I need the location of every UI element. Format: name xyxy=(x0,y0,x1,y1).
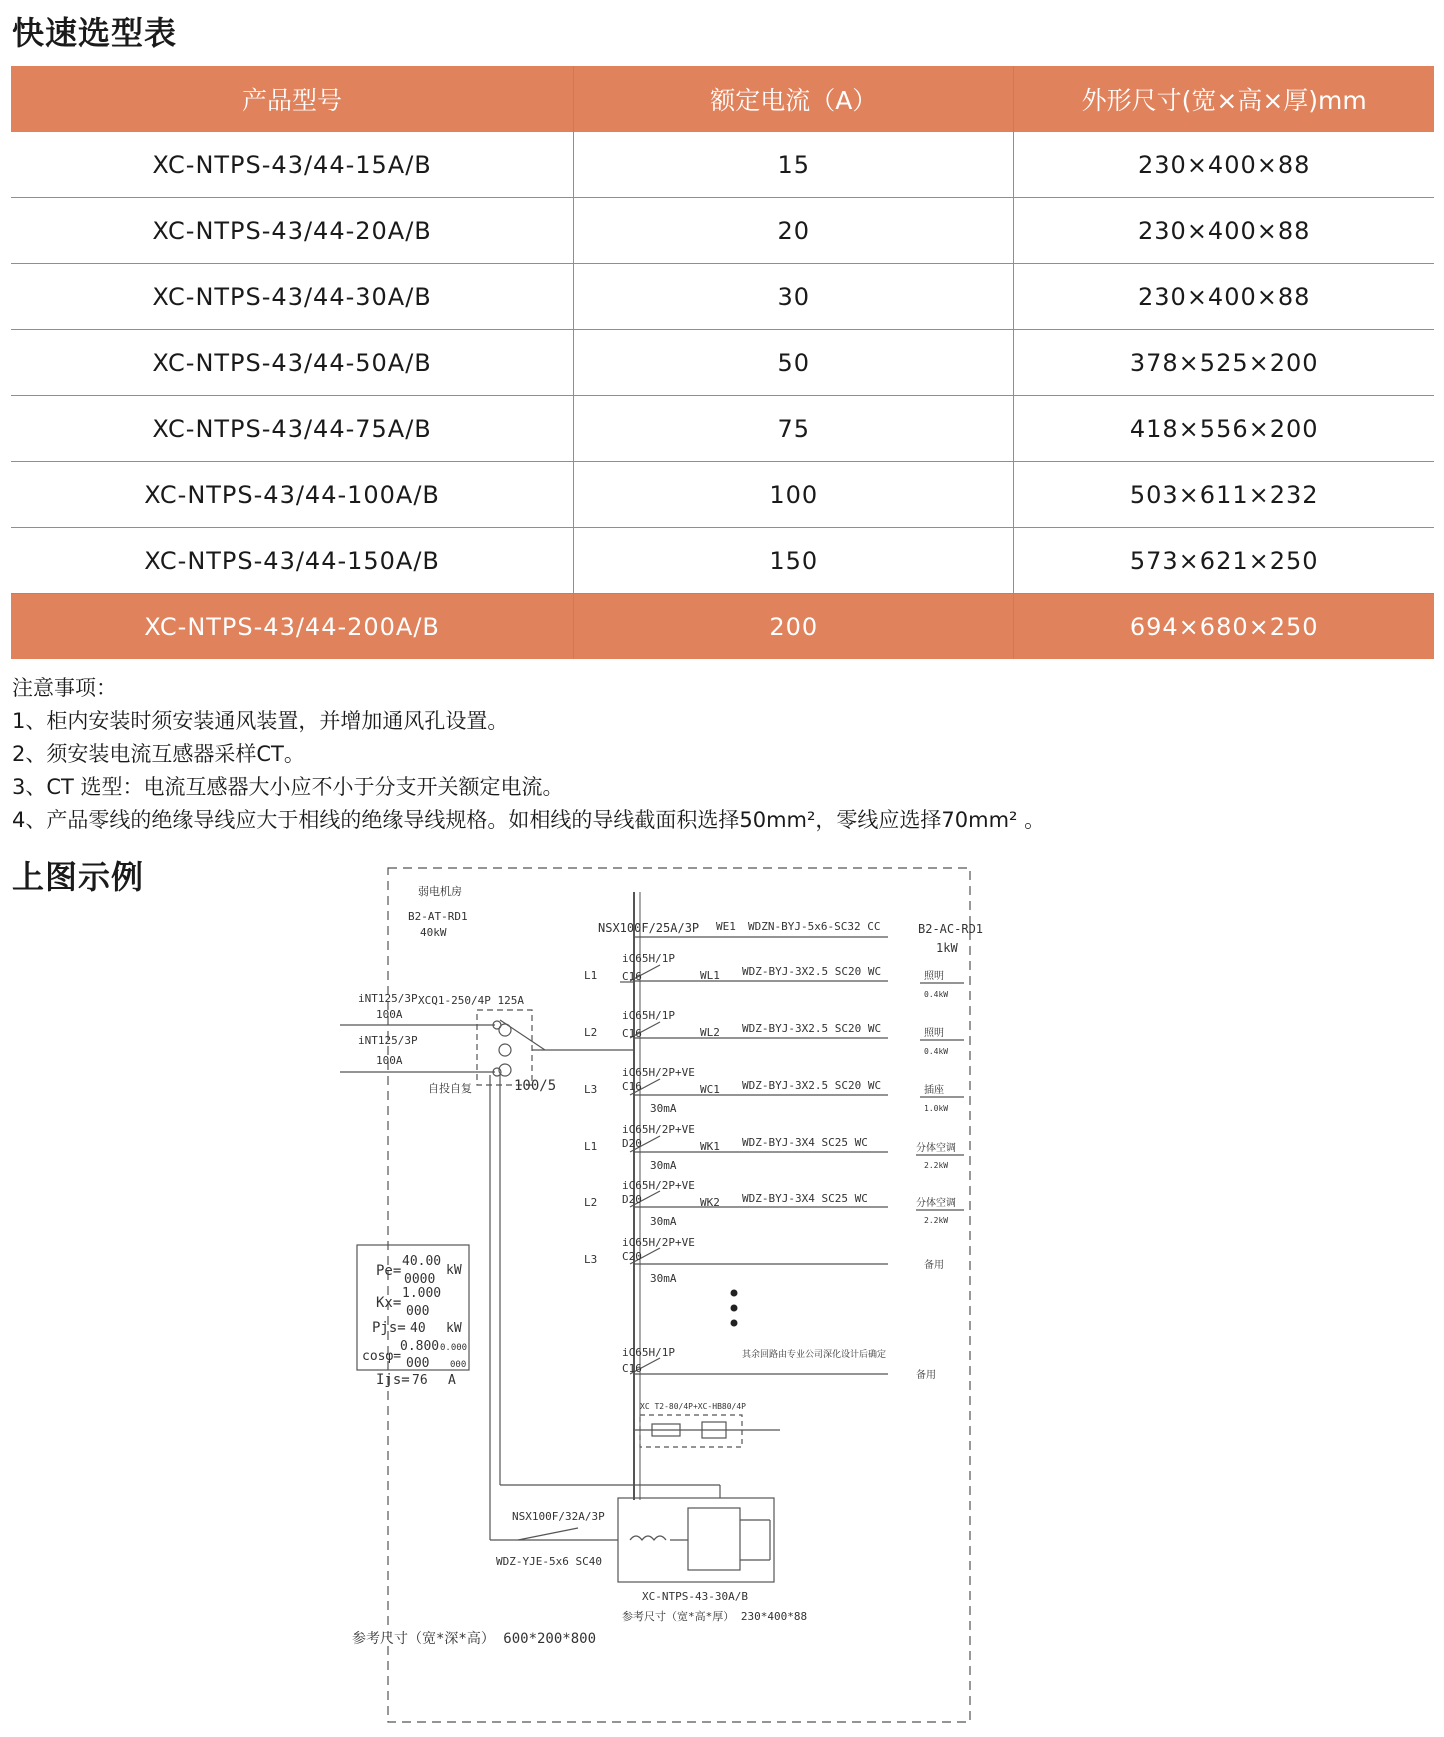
branch-circuit: WL2 xyxy=(700,1026,720,1039)
header-model: 产品型号 xyxy=(11,66,574,132)
branch-load: 1.0kW xyxy=(924,1104,949,1113)
ct-symbol xyxy=(499,1044,511,1056)
cell-current: 75 xyxy=(574,396,1014,462)
calc-pe-unit: kW xyxy=(446,1263,462,1278)
filter-breaker: NSX100F/32A/3P xyxy=(512,1510,605,1523)
branch-load: 2.2kW xyxy=(924,1216,949,1225)
branch-rcd: 30mA xyxy=(650,1159,677,1172)
in-breaker-1: iNT125/3P xyxy=(358,992,418,1005)
branch-circuit: WL1 xyxy=(700,969,720,982)
ct-ratio: 100/5 xyxy=(514,1078,557,1094)
cell-model: XC-NTPS-43/44-200A/B xyxy=(11,594,574,660)
wiring-diagram xyxy=(340,860,1120,1730)
spd-label: XC T2-80/4P+XC-HB80/4P xyxy=(640,1402,746,1411)
last-breaker: iC65H/1P xyxy=(622,1346,675,1359)
section-title-example: 上图示例 xyxy=(12,858,145,896)
branch-phase: L3 xyxy=(584,1253,598,1266)
calc-kx-label: Kx= xyxy=(376,1295,402,1311)
cell-size: 230×400×88 xyxy=(1014,264,1434,330)
feeder-breaker: NSX100F/25A/3P xyxy=(598,921,700,935)
branch-circuit: WK1 xyxy=(700,1140,720,1153)
calc-kx-val-b: 000 xyxy=(406,1304,430,1319)
branch-breaker: iC65H/2P+VE xyxy=(622,1179,695,1192)
cell-current: 30 xyxy=(574,264,1014,330)
branch-breaker: iC65H/2P+VE xyxy=(622,1123,695,1136)
note-item: 4、产品零线的绝缘导线应大于相线的绝缘导线规格。如相线的导线截面积选择50mm²，零线应选择70mm² 。 xyxy=(12,808,1046,832)
branch-use: 备用 xyxy=(924,1260,944,1271)
cell-model: XC-NTPS-43/44-15A/B xyxy=(11,132,574,198)
cell-current: 150 xyxy=(574,528,1014,594)
branch-rating: C16 xyxy=(622,1027,642,1040)
calc-cos-val-b: 000 xyxy=(406,1356,430,1371)
branch-breaker: iC65H/1P xyxy=(622,952,675,965)
cell-size: 418×556×200 xyxy=(1014,396,1434,462)
branch-rating: D20 xyxy=(622,1193,642,1206)
branch-rcd: 30mA xyxy=(650,1272,677,1285)
feeder-circuit: WE1 xyxy=(716,920,736,933)
cell-model: XC-NTPS-43/44-20A/B xyxy=(11,198,574,264)
table-row xyxy=(11,264,1434,330)
continuation-dot xyxy=(731,1290,738,1297)
branch-phase: L3 xyxy=(584,1083,598,1096)
branch-breaker: iC65H/2P+VE xyxy=(622,1236,695,1249)
cell-size: 230×400×88 xyxy=(1014,132,1434,198)
branch-use: 插座 xyxy=(924,1085,944,1096)
branch-cable: WDZ-BYJ-3X4 SC25 WC xyxy=(742,1192,868,1205)
header-size: 外形尺寸(宽×高×厚)mm xyxy=(1014,66,1434,132)
inductor-symbol xyxy=(630,1536,666,1540)
table-header-row xyxy=(11,66,1434,132)
cell-current: 200 xyxy=(574,594,1014,660)
branch-load: 0.4kW xyxy=(924,990,949,999)
cell-size: 573×621×250 xyxy=(1014,528,1434,594)
note-item: 1、柜内安装时须安装通风装置，并增加通风孔设置。 xyxy=(12,709,509,733)
ats-label: XCQ1-250/4P 125A xyxy=(418,994,524,1007)
branch-phase: L2 xyxy=(584,1196,598,1209)
filter-module xyxy=(688,1508,740,1570)
table-row-highlighted xyxy=(11,594,1434,660)
table-row xyxy=(11,132,1434,198)
calc-pjs-unit: kW xyxy=(446,1321,462,1336)
feeder-dest: B2-AC-RD1 xyxy=(918,922,984,936)
panel-id: B2-AT-RD1 xyxy=(408,910,468,923)
last-rating: C16 xyxy=(622,1362,642,1375)
table-row xyxy=(11,330,1434,396)
cell-size: 378×525×200 xyxy=(1014,330,1434,396)
table-row xyxy=(11,528,1434,594)
cell-current: 50 xyxy=(574,330,1014,396)
table-row xyxy=(11,396,1434,462)
section-title-selection: 快速选型表 xyxy=(12,14,178,52)
in-rating-1: 100A xyxy=(376,1008,403,1021)
selection-table xyxy=(11,66,1434,659)
branch-phase: L2 xyxy=(584,1026,598,1039)
calc-cos-extra-b: 000 xyxy=(450,1360,467,1370)
cell-model: XC-NTPS-43/44-150A/B xyxy=(11,528,574,594)
branch-rcd: 30mA xyxy=(650,1102,677,1115)
cell-current: 20 xyxy=(574,198,1014,264)
cell-current: 100 xyxy=(574,462,1014,528)
ats-box xyxy=(477,1010,532,1085)
calc-ijs-unit: A xyxy=(448,1373,456,1388)
calc-cos-label: cosφ= xyxy=(362,1349,402,1364)
cell-size: 230×400×88 xyxy=(1014,198,1434,264)
spd-box xyxy=(640,1415,742,1447)
calc-pe-label: Pe= xyxy=(376,1263,402,1279)
cell-current: 15 xyxy=(574,132,1014,198)
continuation-dot xyxy=(731,1305,738,1312)
calc-kx-val-a: 1.000 xyxy=(402,1286,442,1301)
table-row xyxy=(11,198,1434,264)
feeder-cable: WDZN-BYJ-5x6-SC32 CC xyxy=(748,920,881,933)
calc-pjs-label: Pjs= xyxy=(372,1320,406,1336)
calc-cos-extra-a: 0.000 xyxy=(440,1343,468,1353)
calc-ijs-label: Ijs= xyxy=(376,1372,410,1388)
table-row xyxy=(11,462,1434,528)
branch-circuit: WK2 xyxy=(700,1196,720,1209)
filter-size: 参考尺寸（宽*高*厚） 230*400*88 xyxy=(622,1610,808,1623)
cell-model: XC-NTPS-43/44-100A/B xyxy=(11,462,574,528)
branch-rating: D20 xyxy=(622,1137,642,1150)
branch-phase: L1 xyxy=(584,969,598,982)
note-item: 3、CT 选型：电流互感器大小应不小于分支开关额定电流。 xyxy=(12,775,564,799)
notes-block xyxy=(12,672,1045,837)
branch-breaker: iC65H/2P+VE xyxy=(622,1066,695,1079)
calc-pe-val-a: 40.00 xyxy=(402,1254,442,1269)
continuation-dot xyxy=(731,1320,738,1327)
branch-rating: C16 xyxy=(622,970,642,983)
branch-use: 分体空调 xyxy=(916,1143,956,1154)
spare-note: 其余回路由专业公司深化设计后确定 xyxy=(742,1350,887,1360)
filter-model: XC-NTPS-43-30A/B xyxy=(642,1590,748,1603)
cell-model: XC-NTPS-43/44-75A/B xyxy=(11,396,574,462)
filter-breaker-contact xyxy=(518,1528,578,1540)
branch-cable: WDZ-BYJ-3X2.5 SC20 WC xyxy=(742,965,882,978)
branch-phase: L1 xyxy=(584,1140,598,1153)
in-rating-2: 100A xyxy=(376,1054,403,1067)
calc-cos-val-a: 0.800 xyxy=(400,1339,440,1354)
branch-circuit: WC1 xyxy=(700,1083,720,1096)
branch-rcd: 30mA xyxy=(650,1215,677,1228)
cell-model: XC-NTPS-43/44-30A/B xyxy=(11,264,574,330)
panel-power: 40kW xyxy=(420,926,447,939)
filter-cable: WDZ-YJE-5x6 SC40 xyxy=(496,1555,602,1568)
branch-breaker: iC65H/1P xyxy=(622,1009,675,1022)
cabinet-size: 参考尺寸（宽*深*高） 600*200*800 xyxy=(352,1631,597,1647)
calc-pjs-val: 40 xyxy=(410,1321,426,1336)
header-current: 额定电流（A） xyxy=(574,66,1014,132)
branch-rating: C20 xyxy=(622,1250,642,1263)
cell-size: 694×680×250 xyxy=(1014,594,1434,660)
branch-load: 0.4kW xyxy=(924,1047,949,1056)
calc-ijs-val: 76 xyxy=(412,1373,428,1388)
note-item: 2、须安装电流互感器采样CT。 xyxy=(12,742,305,766)
cell-size: 503×611×232 xyxy=(1014,462,1434,528)
branch-cable: WDZ-BYJ-3X4 SC25 WC xyxy=(742,1136,868,1149)
branch-use: 照明 xyxy=(924,1028,944,1039)
feeder-load: 1kW xyxy=(936,941,958,955)
branch-cable: WDZ-BYJ-3X2.5 SC20 WC xyxy=(742,1022,882,1035)
branch-cable: WDZ-BYJ-3X2.5 SC20 WC xyxy=(742,1079,882,1092)
notes-heading: 注意事项： xyxy=(12,676,117,700)
branch-use: 分体空调 xyxy=(916,1198,956,1209)
in-breaker-2: iNT125/3P xyxy=(358,1034,418,1047)
ct-symbol xyxy=(499,1024,511,1036)
cell-model: XC-NTPS-43/44-50A/B xyxy=(11,330,574,396)
branch-use: 照明 xyxy=(924,971,944,982)
branch-load: 2.2kW xyxy=(924,1161,949,1170)
calc-pe-val-b: 0000 xyxy=(404,1272,436,1287)
branch-rating: C16 xyxy=(622,1080,642,1093)
ats-note: 自投自复 xyxy=(428,1082,472,1095)
room-label: 弱电机房 xyxy=(418,885,462,898)
last-use: 备用 xyxy=(916,1370,936,1381)
